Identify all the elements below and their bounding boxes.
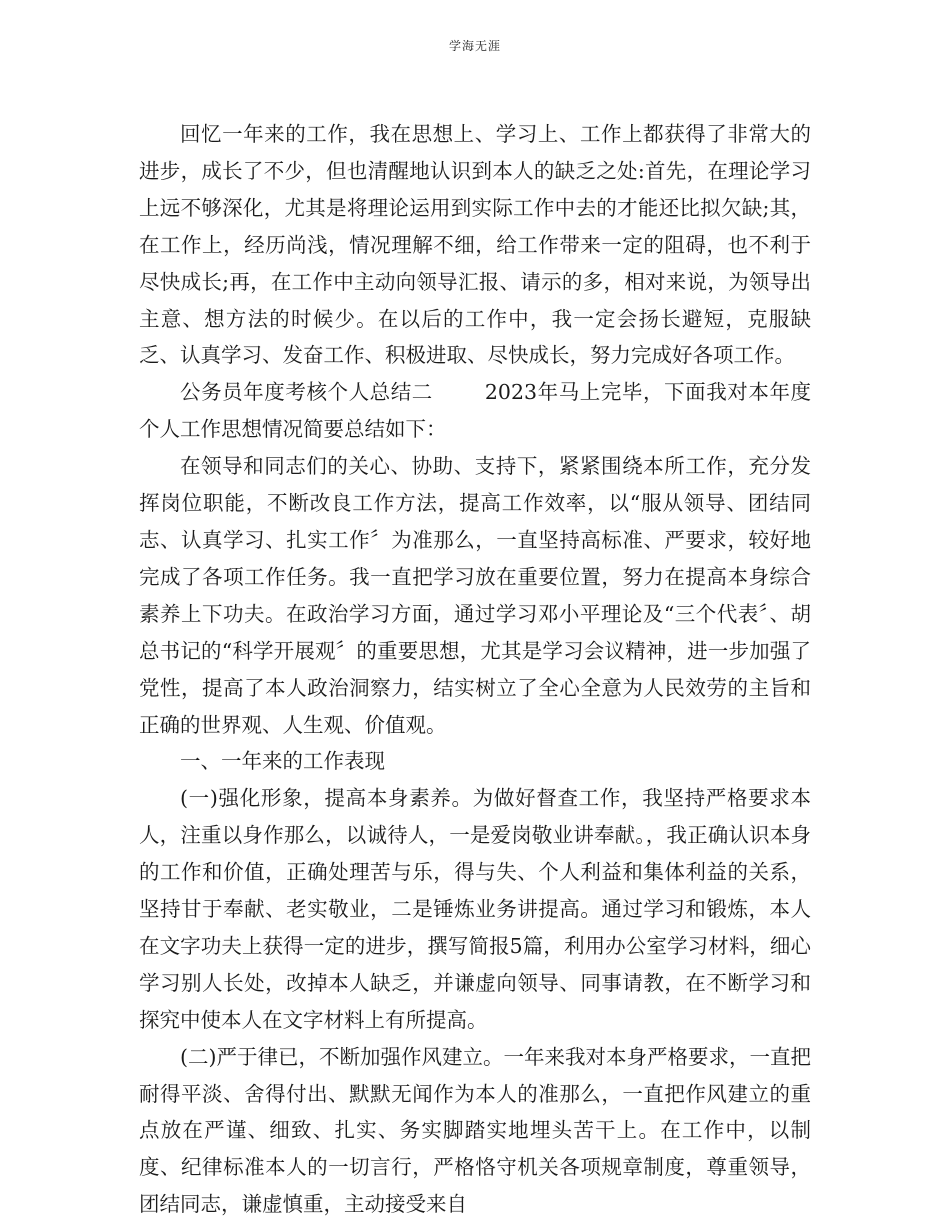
section-heading-work-performance: 一、一年来的工作表现 bbox=[180, 749, 385, 774]
paragraph-reflection: 回忆一年来的工作，我在思想上、学习上、工作上都获得了非常大的进步，成长了不少，但也清醒地认识到本人的缺乏之处:首先，在理论学习上远不够深化，尤其是将理论运用到实际工作中去的才能还比拟欠缺;其，在工作上，经历尚浅，情况理解不细，给工作带来一定的阻碍，也不利于尽快成长;再，在工作中主动向领导汇报、请示的多，相对来说，为领导出主意、想方法的时候少。在以后的工作中，我一定会扬长避短，克服缺乏、认真学习、发奋工作、积极进取、尽快成长，努力完成好各项工作。 bbox=[139, 122, 811, 368]
paragraph-overview: 在领导和同志们的关心、协助、支持下，紧紧围绕本所工作，充分发挥岗位职能，不断改良工作方法，提高工作效率，以“服从领导、团结同志、认真学习、扎实工作〞为准那么，一直坚持高标准、严要求，较好地完成了各项工作任务。我一直把学习放在重要位置，努力在提高本身综合素养上下功夫。在政治学习方面，通过学习邓小平理论及“三个代表〞、胡总书记的“科学开展观〞的重要思想，尤其是学习会议精神，进一步加强了党性，提高了本人政治洞察力，结实树立了全心全意为人民效劳的主旨和正确的世界观、人生观、价值观。 bbox=[139, 454, 811, 737]
paragraph-summary-intro bbox=[139, 374, 811, 448]
section-title: 公务员年度考核个人总结二 bbox=[180, 380, 433, 405]
paragraph-item-one: (一)强化形象，提高本身素养。为做好督查工作，我坚持严格要求本人，注重以身作那么，以诚待人，一是爱岗敬业讲奉献。，我正确认识本身的工作和价值，正确处理苦与乐，得与失、个人利益和集体利益的关系，坚持甘于奉献、老实敬业，二是锤炼业务讲提高。通过学习和锻炼，本人在文字功夫上获得一定的进步，撰写简报5篇，利用办公室学习材料，细心学习别人长处，改掉本人缺乏，并谦虚向领导、同事请教，在不断学习和探究中使本人在文字材料上有所提高。 bbox=[139, 786, 811, 1032]
page-header: 学海无涯 bbox=[448, 39, 501, 53]
document-body bbox=[139, 116, 811, 1223]
paragraph-item-two: (二)严于律已，不断加强作风建立。一年来我对本身严格要求，一直把耐得平淡、舍得付出、默默无闻作为本人的准那么，一直把作风建立的重点放在严谨、细致、扎实、务实脚踏实地埋头苦干上。在工作中，以制度、纪律标准本人的一切言行，严格恪守机关各项规章制度，尊重领导，团结同志，谦虚慎重，主动接受来自 bbox=[139, 1044, 811, 1217]
summary-intro-text: 2023年马上完毕，下面我对本年度个人工作思想情况简要总结如下： bbox=[139, 380, 812, 442]
